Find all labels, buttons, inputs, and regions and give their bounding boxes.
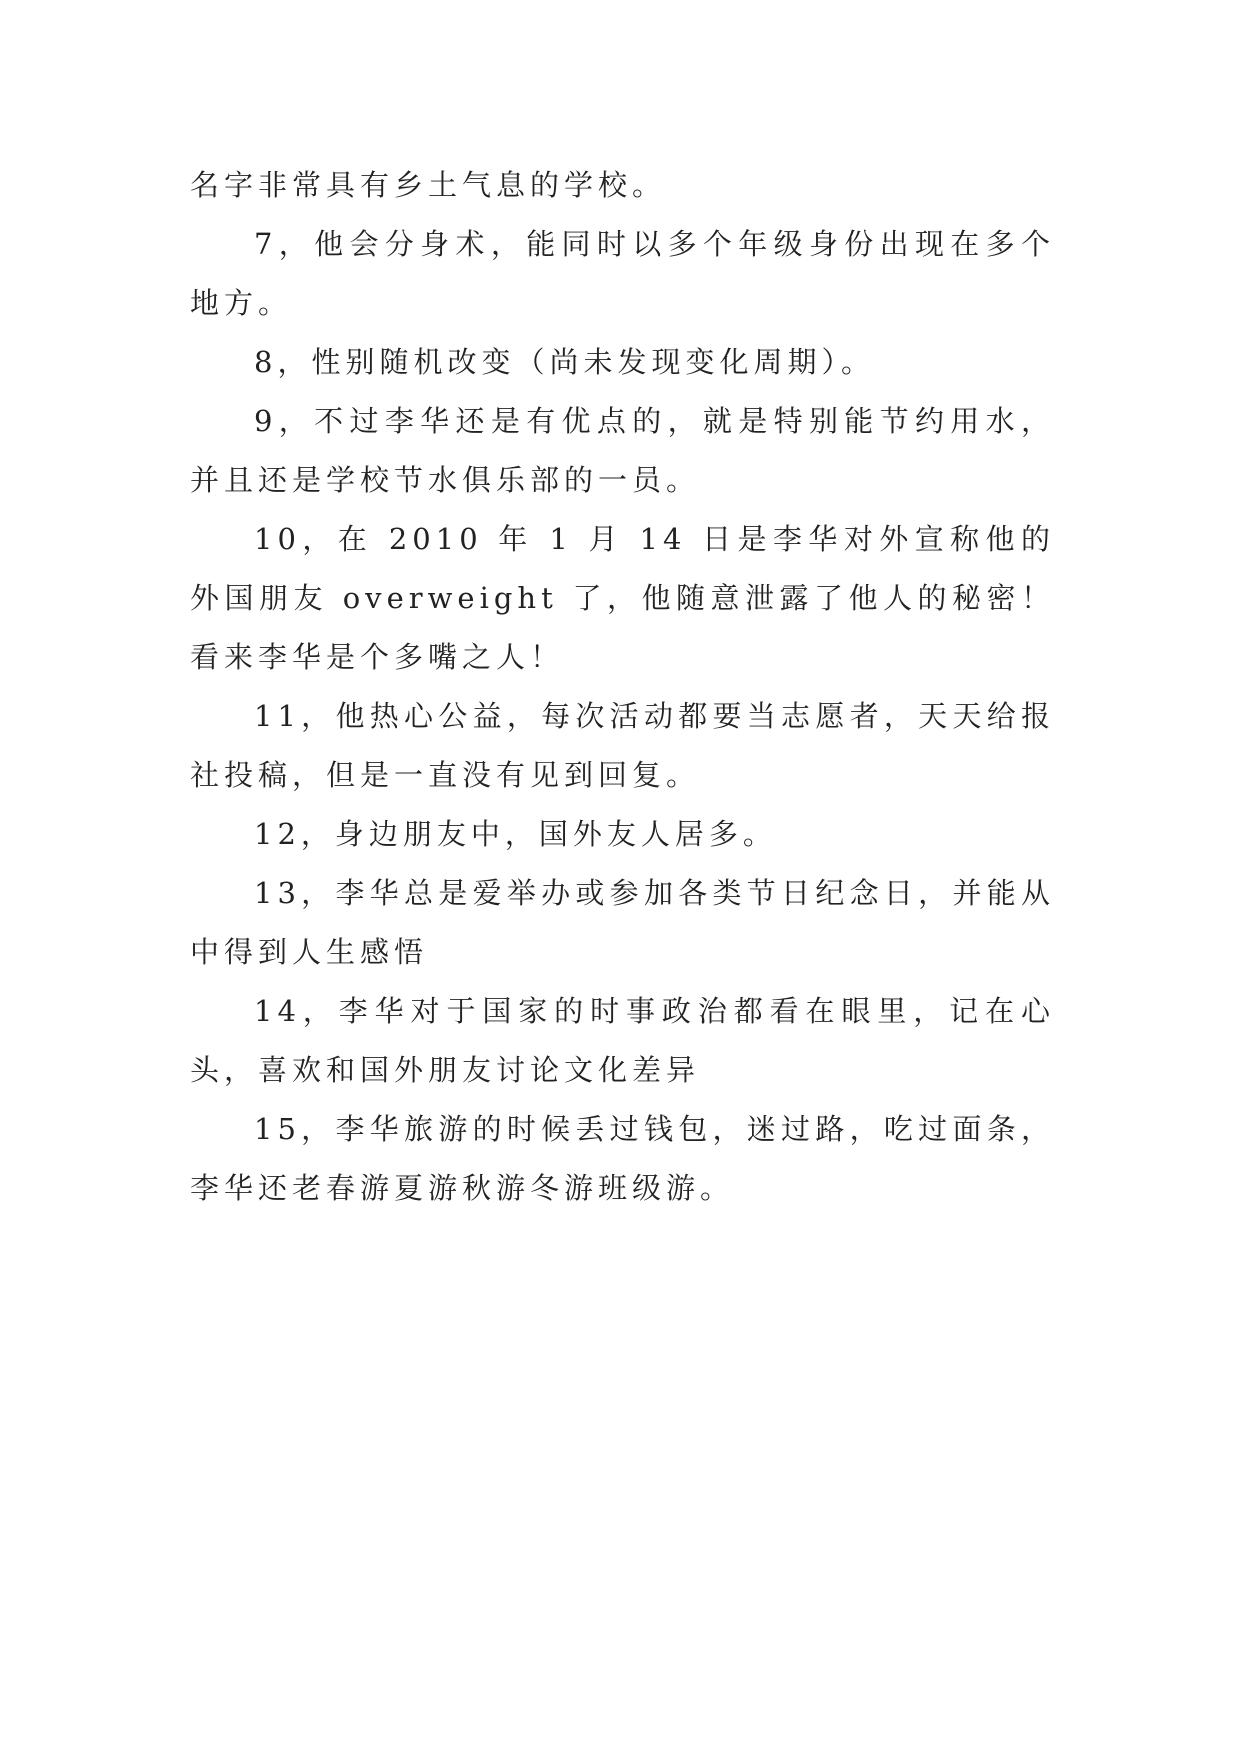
paragraph-item-12: 12，身边朋友中，国外友人居多。 bbox=[254, 817, 777, 851]
paragraph-item-9: 9，不过李华还是有优点的，就是特别能节约用水，并且还是学校节水俱乐部的一员。 bbox=[190, 404, 1055, 497]
paragraph-item-8: 8，性别随机改变（尚未发现变化周期）。 bbox=[254, 345, 875, 379]
paragraph-item-10: 10，在 2010 年 1 月 14 日是李华对外宣称他的外国朋友 overweight 了，他随意泄露了他人的秘密！看来李华是个多嘴之人！ bbox=[190, 522, 1055, 674]
paragraph-continuation: 名字非常具有乡土气息的学校。 bbox=[190, 168, 667, 202]
paragraph-item-7: 7，他会分身术，能同时以多个年级身份出现在多个地方。 bbox=[190, 227, 1055, 320]
paragraph-item-13: 13，李华总是爱举办或参加各类节日纪念日，并能从中得到人生感悟 bbox=[190, 876, 1055, 969]
paragraph-item-11: 11，他热心公益，每次活动都要当志愿者，天天给报社投稿，但是一直没有见到回复。 bbox=[190, 699, 1055, 792]
paragraph-item-14: 14，李华对于国家的时事政治都看在眼里，记在心头，喜欢和国外朋友讨论文化差异 bbox=[190, 994, 1055, 1087]
document-body bbox=[190, 156, 1055, 1218]
paragraph-item-15: 15，李华旅游的时候丢过钱包，迷过路，吃过面条，李华还老春游夏游秋游冬游班级游。 bbox=[190, 1112, 1055, 1205]
